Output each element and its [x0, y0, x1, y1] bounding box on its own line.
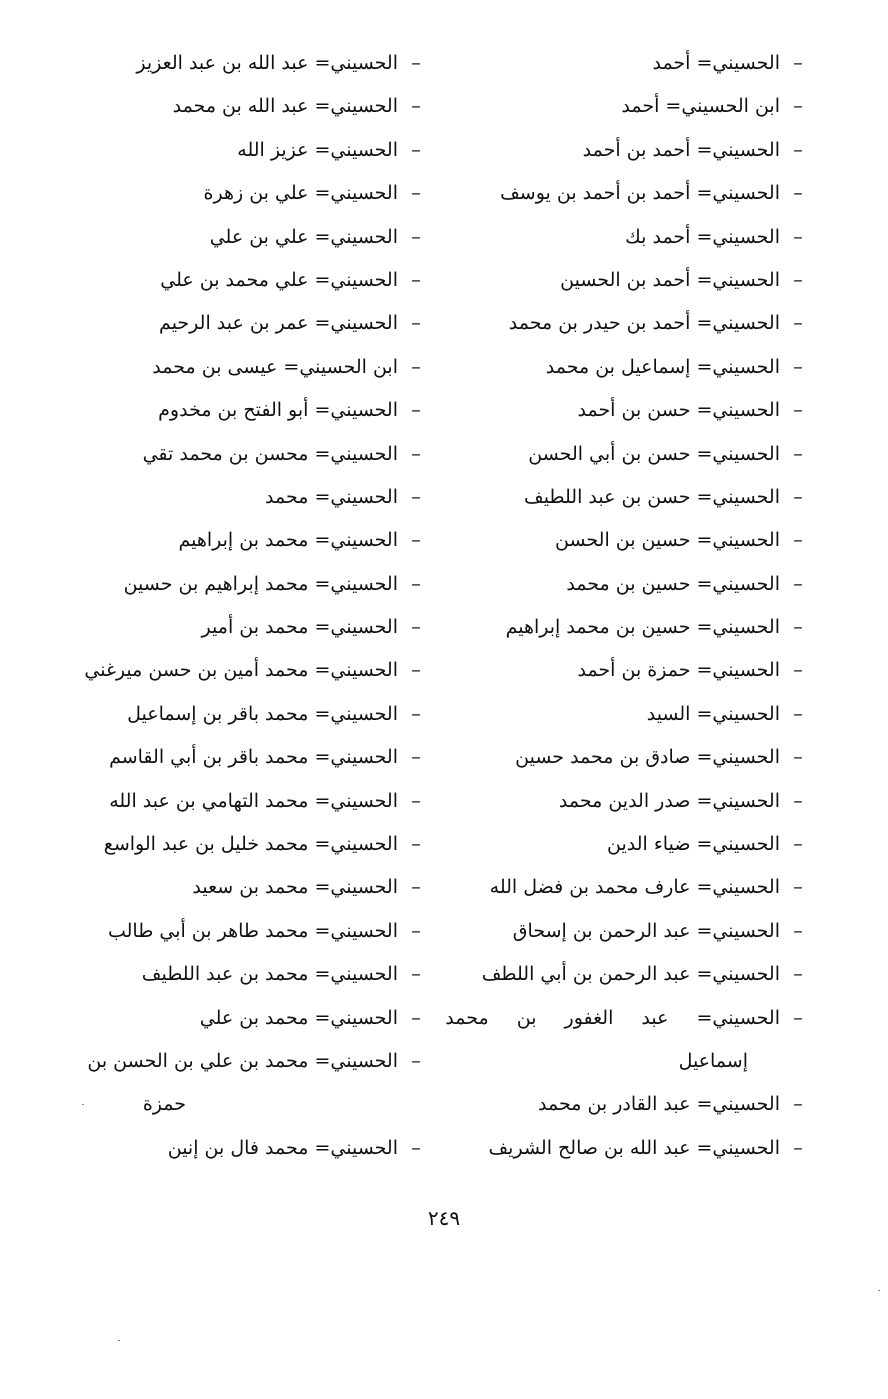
bullet-dash: –: [793, 268, 803, 291]
index-entry: [36, 606, 426, 649]
index-column-right: [438, 42, 808, 1170]
entry-text: الحسيني= محسن بن محمد تقي: [142, 442, 398, 465]
entry-text: الحسيني= محمد بن علي: [199, 1006, 398, 1029]
bullet-dash: –: [793, 1006, 803, 1029]
index-entry: [438, 433, 808, 476]
index-entry-continuation: [36, 1083, 426, 1126]
entry-text: الحسيني= عبد الله بن صالح الشريف: [488, 1136, 780, 1159]
bullet-dash: –: [411, 1049, 421, 1072]
bullet-dash: –: [793, 1136, 803, 1159]
index-entry: [36, 476, 426, 519]
bullet-dash: –: [793, 659, 803, 682]
bullet-dash: –: [411, 355, 421, 378]
index-column-left: [36, 42, 426, 1170]
index-entry: [36, 780, 426, 823]
entry-text: الحسيني= عبد الرحمن بن إسحاق: [512, 919, 780, 942]
bullet-dash: –: [411, 312, 421, 335]
entry-text: الحسيني= عبد القادر بن محمد: [538, 1093, 780, 1116]
entry-text: الحسيني= حسين بن الحسن: [554, 529, 780, 552]
bullet-dash: –: [411, 52, 421, 74]
index-entry: [36, 519, 426, 562]
bullet-dash: –: [411, 919, 421, 942]
bullet-dash: –: [411, 182, 421, 205]
bullet-dash: –: [411, 1006, 421, 1029]
index-entry: [438, 736, 808, 779]
index-entry: [438, 780, 808, 823]
index-entry: [36, 42, 426, 85]
index-entry: [438, 172, 808, 215]
entry-text: الحسيني= حمزة بن أحمد: [577, 659, 780, 682]
bullet-dash: –: [793, 399, 803, 422]
entry-text: الحسيني= أحمد بن أحمد بن يوسف: [500, 182, 780, 205]
entry-text: الحسيني= عارف محمد بن فضل الله: [489, 876, 780, 899]
index-entry: [36, 1127, 426, 1170]
page-number: ٢٤٩: [427, 1206, 461, 1230]
bullet-dash: –: [793, 312, 803, 335]
bullet-dash: –: [411, 572, 421, 595]
bullet-dash: –: [411, 833, 421, 856]
scan-speck: [878, 1290, 880, 1291]
entry-text: الحسيني= عزيز الله: [237, 138, 398, 161]
bullet-dash: –: [793, 355, 803, 378]
bullet-dash: –: [793, 746, 803, 769]
bullet-dash: –: [793, 1093, 803, 1116]
bullet-dash: –: [793, 485, 803, 508]
entry-text: الحسيني= أحمد بن حيدر بن محمد: [508, 312, 780, 335]
index-entry: [438, 476, 808, 519]
bullet-dash: –: [411, 485, 421, 508]
bullet-dash: –: [793, 919, 803, 942]
bullet-dash: –: [411, 789, 421, 812]
index-entry: [36, 389, 426, 432]
bullet-dash: –: [411, 442, 421, 465]
bullet-dash: –: [411, 702, 421, 725]
entry-text: الحسيني= علي محمد بن علي: [160, 268, 398, 291]
entry-text: الحسيني= حسن بن أبي الحسن: [528, 442, 780, 465]
entry-text: الحسيني= محمد أمين بن حسن ميرغني: [84, 659, 398, 682]
entry-text: الحسيني= محمد فال بن إنين: [167, 1136, 398, 1159]
bullet-dash: –: [793, 833, 803, 856]
bullet-dash: –: [411, 616, 421, 639]
entry-text: الحسيني= أبو الفتح بن مخدوم: [158, 399, 398, 422]
entry-text: الحسيني= حسين بن محمد إبراهيم: [505, 616, 780, 639]
entry-text: الحسيني= أحمد بك: [625, 225, 780, 248]
index-entry: [36, 172, 426, 215]
index-entry: [438, 346, 808, 389]
entry-text: الحسيني= إسماعيل بن محمد: [545, 355, 780, 378]
bullet-dash: –: [411, 659, 421, 682]
entry-text: الحسيني= حسن بن عبد اللطيف: [524, 485, 780, 508]
index-entry: [36, 1040, 426, 1083]
entry-text: الحسيني= محمد طاهر بن أبي طالب: [107, 919, 398, 942]
bullet-dash: –: [411, 268, 421, 291]
bullet-dash: –: [793, 702, 803, 725]
bullet-dash: –: [793, 616, 803, 639]
entry-text: الحسيني= محمد خليل بن عبد الواسع: [103, 833, 398, 856]
entry-text: الحسيني= محمد بن إبراهيم: [178, 529, 398, 552]
bullet-dash: –: [793, 52, 803, 74]
index-entry: [438, 649, 808, 692]
index-entry: [438, 910, 808, 953]
entry-text: الحسيني= حسين بن محمد: [566, 572, 780, 595]
index-entry: [438, 693, 808, 736]
index-entry: [36, 736, 426, 779]
entry-text: الحسيني= أحمد بن الحسين: [560, 268, 780, 291]
entry-text: الحسيني= محمد باقر بن أبي القاسم: [109, 746, 398, 769]
entry-text: الحسيني= علي بن علي: [209, 225, 398, 248]
index-entry: [438, 129, 808, 172]
entry-text: إسماعيل: [678, 1049, 748, 1072]
index-entry: [36, 866, 426, 909]
index-entry: [438, 866, 808, 909]
entry-text: الحسيني= أحمد بن أحمد: [582, 138, 780, 161]
index-entry: [36, 693, 426, 736]
index-entry: [438, 997, 808, 1040]
entry-text: الحسيني= صدر الدين محمد: [558, 789, 780, 812]
index-entry: [438, 42, 808, 85]
index-entry: [438, 1083, 808, 1126]
bullet-dash: –: [793, 529, 803, 552]
index-entry: [438, 259, 808, 302]
entry-text: الحسيني= محمد بن أمير: [201, 616, 398, 639]
index-entry: [36, 259, 426, 302]
index-entry: [36, 563, 426, 606]
entry-text: الحسيني= محمد بن سعيد: [192, 876, 398, 899]
entry-text: الحسيني= عبد الله بن عبد العزيز: [136, 52, 398, 74]
index-entry: [438, 519, 808, 562]
bullet-dash: –: [793, 225, 803, 248]
entry-text: الحسيني= حسن بن أحمد: [577, 399, 780, 422]
index-entry: [438, 389, 808, 432]
entry-text: الحسيني= عبد الله بن محمد: [172, 95, 398, 118]
bullet-dash: –: [411, 963, 421, 986]
bullet-dash: –: [793, 876, 803, 899]
entry-text: الحسيني= علي بن زهرة: [203, 182, 398, 205]
entry-text: الحسيني= محمد بن علي بن الحسن بن: [87, 1049, 398, 1072]
entry-text: الحسيني= ضياء الدين: [607, 833, 780, 856]
bullet-dash: –: [411, 746, 421, 769]
index-entry: [438, 823, 808, 866]
index-entry: [36, 910, 426, 953]
bullet-dash: –: [793, 572, 803, 595]
bullet-dash: –: [793, 789, 803, 812]
bullet-dash: –: [793, 442, 803, 465]
bullet-dash: –: [793, 95, 803, 118]
index-entry: [36, 953, 426, 996]
index-entry: [36, 649, 426, 692]
bullet-dash: –: [411, 876, 421, 899]
index-entry: [36, 823, 426, 866]
index-entry: [36, 302, 426, 345]
bullet-dash: –: [411, 95, 421, 118]
index-entry: [36, 346, 426, 389]
index-entry: [438, 1127, 808, 1170]
index-entry: [438, 606, 808, 649]
index-entry: [36, 997, 426, 1040]
entry-text: الحسيني= عبد الرحمن بن أبي اللطف: [481, 963, 780, 986]
scan-speck: [118, 1340, 120, 1341]
bullet-dash: –: [411, 138, 421, 161]
entry-text: الحسيني= محمد باقر بن إسماعيل: [127, 702, 398, 725]
bullet-dash: –: [793, 963, 803, 986]
index-entry: [36, 216, 426, 259]
entry-text: الحسيني= محمد التهامي بن عبد الله: [109, 789, 398, 812]
index-entry: [438, 563, 808, 606]
entry-text: الحسيني= أحمد: [652, 52, 780, 74]
index-entry-continuation: [438, 1040, 808, 1083]
index-entry: [438, 953, 808, 996]
bullet-dash: –: [411, 225, 421, 248]
entry-text: ابن الحسيني= عيسى بن محمد: [152, 355, 398, 378]
entry-text: الحسيني= السيد: [646, 702, 780, 725]
index-entry: [438, 85, 808, 128]
bullet-dash: –: [793, 138, 803, 161]
entry-text: الحسيني= عبد الغفور بن محمد: [445, 1006, 780, 1029]
index-entry: [438, 216, 808, 259]
entry-text: الحسيني= محمد: [265, 485, 398, 508]
bullet-dash: –: [793, 182, 803, 205]
entry-text: الحسيني= محمد إبراهيم بن حسين: [123, 572, 398, 595]
entry-text: ابن الحسيني= أحمد: [621, 95, 780, 118]
index-entry: [438, 302, 808, 345]
index-entry: [36, 129, 426, 172]
entry-text: الحسيني= عمر بن عبد الرحيم: [159, 312, 398, 335]
bullet-dash: –: [411, 1136, 421, 1159]
index-entry: [36, 85, 426, 128]
entry-text: الحسيني= محمد بن عبد اللطيف: [141, 963, 398, 986]
entry-text: الحسيني= صادق بن محمد حسين: [515, 746, 780, 769]
scan-speck: [82, 1104, 84, 1105]
bullet-dash: –: [411, 529, 421, 552]
index-entry: [36, 433, 426, 476]
bullet-dash: –: [411, 399, 421, 422]
entry-text: حمزة: [142, 1093, 186, 1116]
